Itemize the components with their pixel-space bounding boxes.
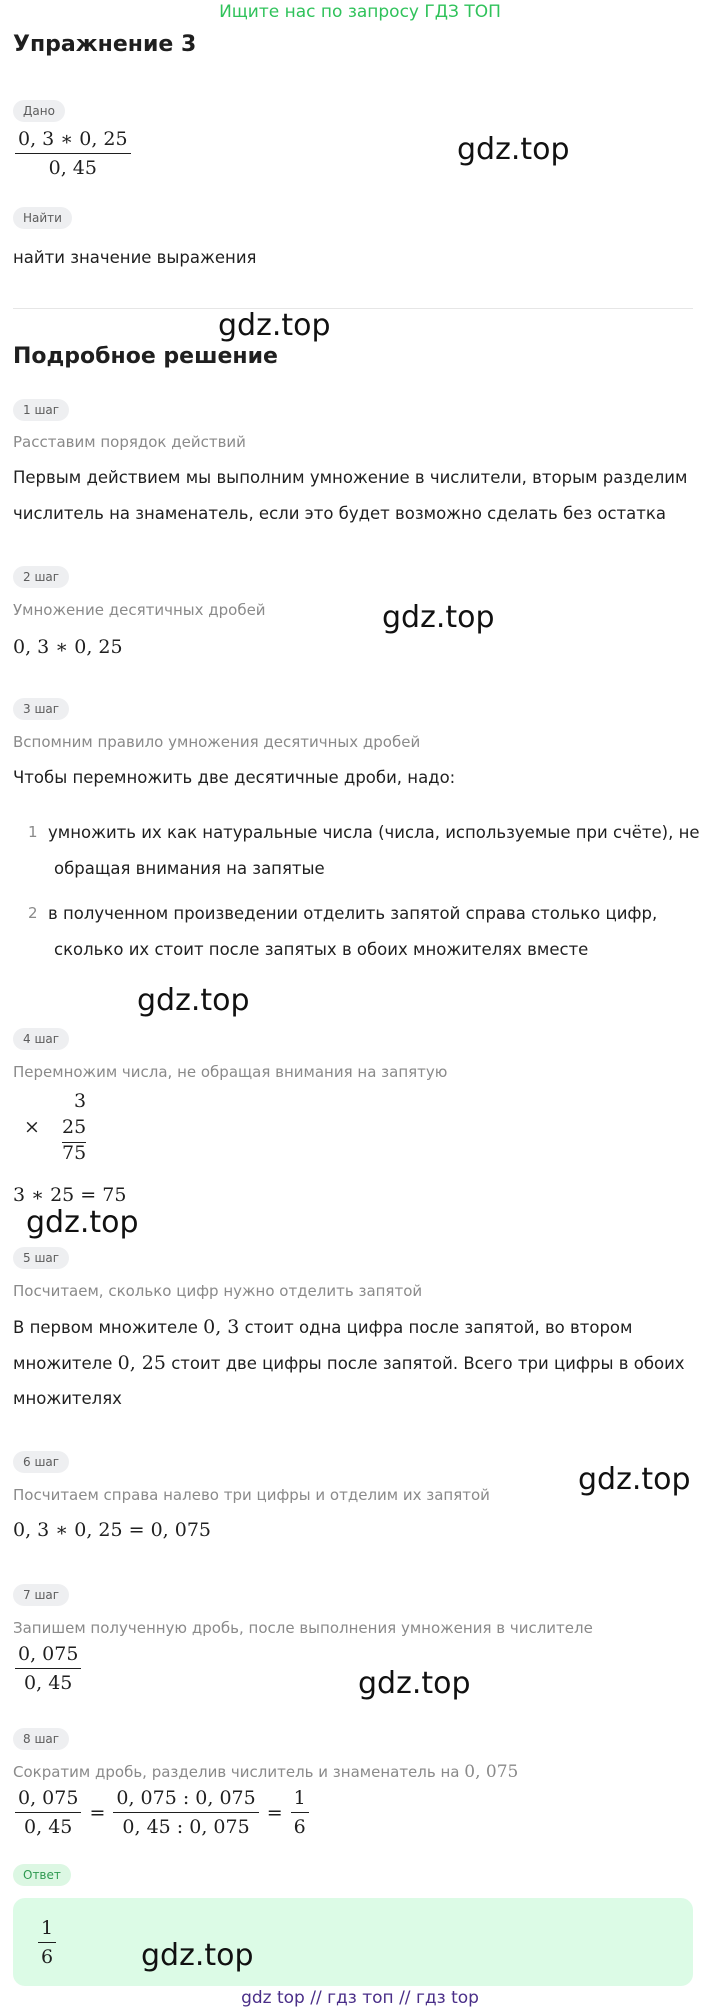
step-5-line-3: множителях [13, 1389, 122, 1408]
answer-fraction [36, 1916, 58, 1969]
given-numerator: 0, 3 ∗ 0, 25 [15, 127, 131, 154]
watermark: gdz.top [218, 308, 331, 343]
footer-links [0, 1986, 720, 2010]
list-item-2-line-1: в полученном произведении отделить запятой справа столько цифр, [48, 904, 658, 923]
watermark: gdz.top [457, 132, 570, 167]
footer-link-2[interactable]: гдз топ [327, 1988, 394, 2008]
step-2-chip: 2 шаг [13, 566, 69, 588]
footer-link-1[interactable]: gdz top [241, 1988, 305, 2008]
step-8-frac-1-denominator: 0, 45 [24, 1816, 73, 1838]
step-7-numerator: 0, 075 [15, 1642, 81, 1669]
watermark: gdz.top [137, 983, 250, 1018]
multiply-sign: × [24, 1116, 40, 1138]
step-4-chip: 4 шаг [13, 1028, 69, 1050]
answer-chip: Ответ [13, 1864, 71, 1886]
watermark: gdz.top [26, 1205, 139, 1240]
step-8-frac-1-numerator: 0, 075 [15, 1786, 81, 1813]
text-span: В первом множителе [13, 1318, 204, 1337]
answer-box [13, 1898, 693, 1986]
watermark: gdz.top [358, 1666, 471, 1701]
step-3-intro: Чтобы перемножить две десятичные дроби, надо: [13, 768, 456, 787]
section-divider [13, 308, 693, 309]
step-7-fraction [13, 1642, 83, 1695]
given-expression [13, 127, 133, 180]
watermark: gdz.top [141, 1938, 254, 1973]
step-3-chip: 3 шаг [13, 698, 69, 720]
find-chip: Найти [13, 207, 72, 229]
text-span: множителе [13, 1354, 118, 1373]
step-7-chip: 7 шаг [13, 1584, 69, 1606]
step-8-frac-2-numerator: 0, 075 : 0, 075 [113, 1786, 258, 1813]
step-2-caption: Умножение десятичных дробей [13, 601, 266, 619]
list-item-2-line-2: сколько их стоит после запятых в обоих множителях вместе [54, 940, 589, 959]
page-title: Упражнение 3 [13, 32, 197, 57]
column-top-number: 3 [74, 1090, 87, 1112]
list-item-1-line-1: умножить их как натуральные числа (числа, используемые при счёте), не [48, 823, 700, 842]
step-5-line-1 [13, 1309, 632, 1346]
inline-math: 0, 3 [203, 1316, 240, 1338]
caption-math: 0, 075 [464, 1762, 519, 1782]
step-4-math: 3 ∗ 25 = 75 [13, 1184, 127, 1206]
step-8-equation [13, 1786, 311, 1839]
step-5-chip: 5 шаг [13, 1247, 69, 1269]
equals-sign: = [266, 1801, 283, 1824]
find-text: найти значение выражения [13, 248, 257, 267]
step-7-caption: Запишем полученную дробь, после выполнения умножения в числителе [13, 1619, 593, 1637]
answer-denominator: 6 [41, 1946, 54, 1968]
text-span: стоит одна цифра после запятой, во втором [239, 1318, 633, 1337]
footer-separator: // [304, 1988, 328, 2008]
solution-title: Подробное решение [13, 344, 278, 369]
given-denominator: 0, 45 [48, 157, 97, 179]
step-3-caption: Вспомним правило умножения десятичных дробей [13, 733, 421, 751]
step-8-caption [13, 1762, 518, 1782]
caption-text: Сократим дробь, разделив числитель и знаменатель на [13, 1763, 465, 1781]
step-1-text-line-2: числитель на знаменатель, если это будет возможно сделать без остатка [13, 504, 666, 523]
step-5-caption: Посчитаем, сколько цифр нужно отделить запятой [13, 1282, 423, 1300]
step-1-caption: Расставим порядок действий [13, 433, 246, 451]
equals-sign: = [89, 1801, 106, 1824]
step-5-line-2 [13, 1345, 685, 1382]
list-item-2-number: 2 [28, 904, 38, 922]
step-8-frac-3-numerator: 1 [291, 1786, 309, 1813]
step-6-chip: 6 шаг [13, 1451, 69, 1473]
top-banner[interactable]: Ищите нас по запросу ГДЗ ТОП [219, 2, 501, 22]
answer-numerator: 1 [38, 1916, 56, 1943]
step-6-caption: Посчитаем справа налево три цифры и отделим их запятой [13, 1486, 490, 1504]
column-bottom-number: 25 [62, 1116, 87, 1138]
footer-link-3[interactable]: гдз top [415, 1988, 479, 2008]
list-item-1-number: 1 [28, 823, 38, 841]
step-7-denominator: 0, 45 [24, 1672, 73, 1694]
list-item-1-line-2: обращая внимания на запятые [54, 859, 325, 878]
given-chip: Дано [13, 100, 65, 122]
text-span: стоит две цифры после запятой. Всего три цифры в обоих [165, 1354, 685, 1373]
footer-separator: // [393, 1988, 416, 2008]
inline-math: 0, 25 [117, 1352, 166, 1374]
step-6-math: 0, 3 ∗ 0, 25 = 0, 075 [13, 1519, 212, 1541]
step-8-frac-2-denominator: 0, 45 : 0, 075 [122, 1816, 250, 1838]
watermark: gdz.top [578, 1462, 691, 1497]
column-result: 75 [62, 1142, 87, 1164]
step-2-math: 0, 3 ∗ 0, 25 [13, 636, 123, 658]
step-1-text-line-1: Первым действием мы выполним умножение в числители, вторым разделим [13, 468, 688, 487]
step-4-caption: Перемножим числа, не обращая внимания на запятую [13, 1063, 448, 1081]
watermark: gdz.top [382, 600, 495, 635]
step-1-chip: 1 шаг [13, 399, 69, 421]
step-8-frac-3-denominator: 6 [293, 1816, 306, 1838]
step-8-chip: 8 шаг [13, 1728, 69, 1750]
